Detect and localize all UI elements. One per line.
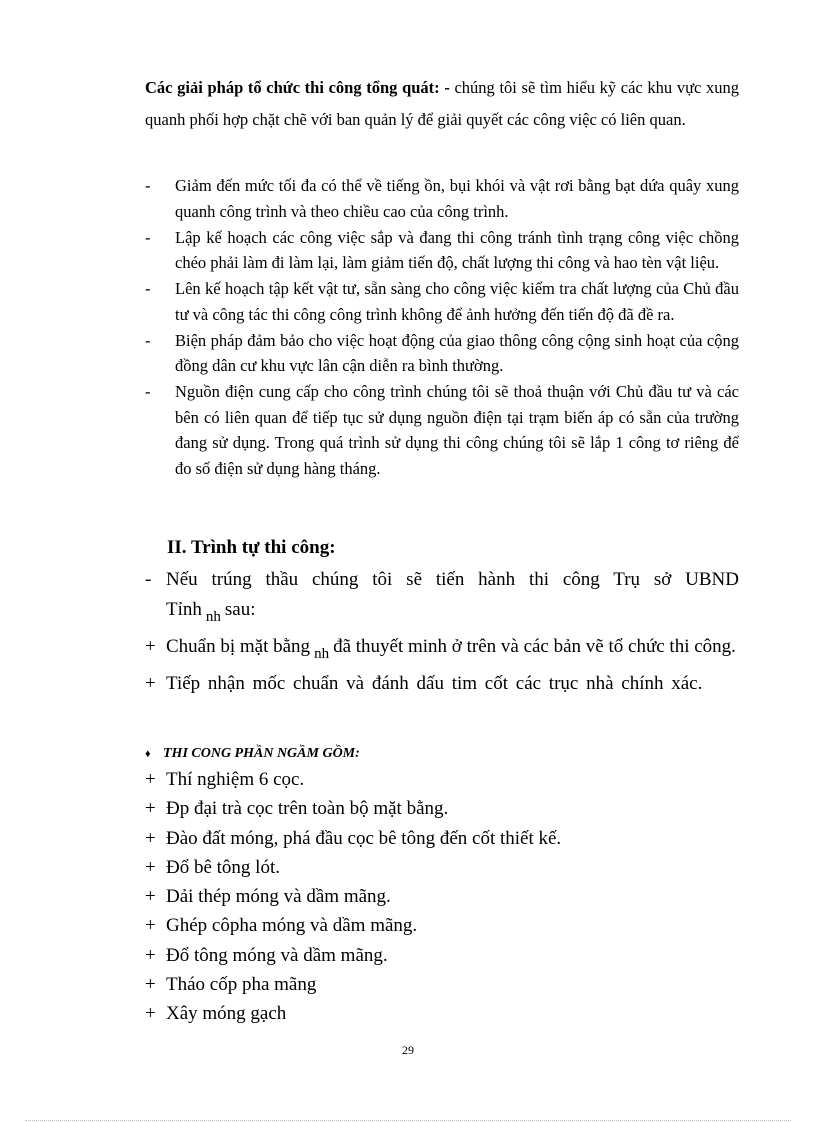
work-item [145, 853, 561, 882]
work-item [145, 794, 561, 823]
step-text: Tiếp nhận mốc chuẩn và đánh dấu tim cốt các trục nhà chính xác. [166, 673, 703, 694]
work-item [145, 999, 561, 1028]
work-text: Đổ bê tông lót. [166, 856, 280, 878]
bullet-dash: - [145, 176, 151, 195]
work-mark: + [145, 769, 156, 790]
step-mark: + [145, 673, 156, 694]
work-mark: + [145, 827, 156, 849]
bullet-item [145, 379, 739, 481]
work-item [145, 941, 561, 970]
bullet-dash: - [145, 330, 151, 350]
step-subscript: nh [205, 609, 221, 625]
intro-paragraph [145, 72, 739, 136]
work-item [145, 911, 561, 940]
work-mark: + [145, 974, 156, 996]
work-item [145, 970, 561, 999]
page-bottom-divider [25, 1120, 791, 1121]
bullet-list [145, 173, 739, 482]
step-item [145, 669, 739, 699]
work-text: Dải thép móng và dầm mãng. [166, 886, 391, 908]
diamond-bullet-icon: ♦ [145, 748, 151, 760]
step-text: Nếu trúng thầu chúng tôi sẽ tiến hành thi công Trụ sở UBND Tỉnh [166, 569, 739, 620]
step-mark: + [145, 636, 156, 657]
work-text: Đào đất móng, phá đầu cọc bê tông đến cốt thiết kế. [166, 827, 562, 849]
bullet-item [145, 173, 739, 224]
work-mark: + [145, 856, 156, 878]
work-text: Ghép côpha móng và dầm mãng. [166, 915, 418, 937]
step-text: Chuẩn bị mặt bằng [166, 636, 311, 657]
bullet-dash: - [145, 279, 151, 298]
work-mark: + [145, 1003, 156, 1025]
bullet-text: Nguồn điện cung cấp cho công trình chúng tôi sẽ thoả thuận với Chủ đầu tư và các bên có liên quan để tiếp tục sử dụng nguồn điện tại trạm biến áp có sẵn của trường đang sử dụng. Trong quá trình sử dụng thi công chúng tôi sẽ lắp 1 công tơ riêng để đo số điện sử dụng hàng tháng. [175, 382, 739, 478]
work-mark: + [145, 944, 156, 966]
intro-text: chúng tôi sẽ tìm hiểu kỹ các khu vực xung quanh phối hợp chặt chẽ với ban quản lý để giải quyết các công việc có liên quan. [145, 78, 739, 129]
step-mark: - [145, 569, 152, 590]
bullet-dash: - [145, 382, 151, 401]
bullet-text: Giảm đến mức tối đa có thể về tiếng ồn, bụi khói và vật rơi bằng bạt dứa quây xung quanh công trình và theo chiều cao của công trình. [175, 176, 739, 221]
bullet-item [145, 225, 739, 276]
work-text: Tháo cốp pha mãng [166, 974, 317, 996]
step-subscript: nh [314, 646, 330, 662]
work-text: Xây móng gạch [166, 1003, 287, 1025]
work-mark: + [145, 798, 156, 820]
step-item [145, 632, 739, 669]
bullet-item [145, 276, 739, 327]
bullet-dash: - [145, 227, 151, 247]
work-text: Đp đại trà cọc trên toàn bộ mặt bằng. [166, 798, 449, 820]
intro-dash: - [444, 78, 450, 97]
section-title: II. Trình tự thi công: [167, 537, 336, 558]
page-number: 29 [402, 1043, 414, 1057]
work-item [145, 765, 561, 794]
bullet-text: Biện pháp đảm bảo cho việc hoạt động của giao thông công cộng sinh hoạt của cộng đồng dân cư khu vực lân cận diễn ra bình thường. [175, 330, 739, 375]
work-mark: + [145, 886, 156, 908]
step-item [145, 565, 739, 632]
bullet-text: Lên kế hoạch tập kết vật tư, sẵn sàng cho công việc kiểm tra chất lượng của Chủ đầu tư và công tác thi công công trình không để ảnh hưởng đến tiến độ đã đề ra. [175, 279, 739, 324]
works-list [145, 765, 561, 1029]
bullet-text: Lập kế hoạch các công việc sắp và đang thi công tránh tình trạng công việc chồng chéo phải làm đi làm lại, làm giảm tiến độ, chất lượng thi công và hao tèn vật liệu. [175, 227, 739, 272]
bullet-item [145, 328, 739, 379]
work-item [145, 824, 561, 853]
step-text-after: sau: [224, 599, 256, 620]
work-mark: + [145, 915, 156, 937]
steps-list [145, 565, 739, 699]
intro-bold-lead: Các giải pháp tổ chức thi công tổng quát: [145, 78, 440, 97]
step-text-after: đã thuyết minh ở trên và các bản vẽ tổ chức thi công. [333, 636, 736, 657]
subsection-heading-text: THI CONG PHẦN NGẦM GỒM: [163, 746, 360, 761]
subsection-heading [145, 745, 360, 763]
work-text: Thí nghiệm 6 cọc. [166, 769, 305, 790]
work-item [145, 882, 561, 911]
work-text: Đổ tông móng và dầm mãng. [166, 944, 388, 966]
